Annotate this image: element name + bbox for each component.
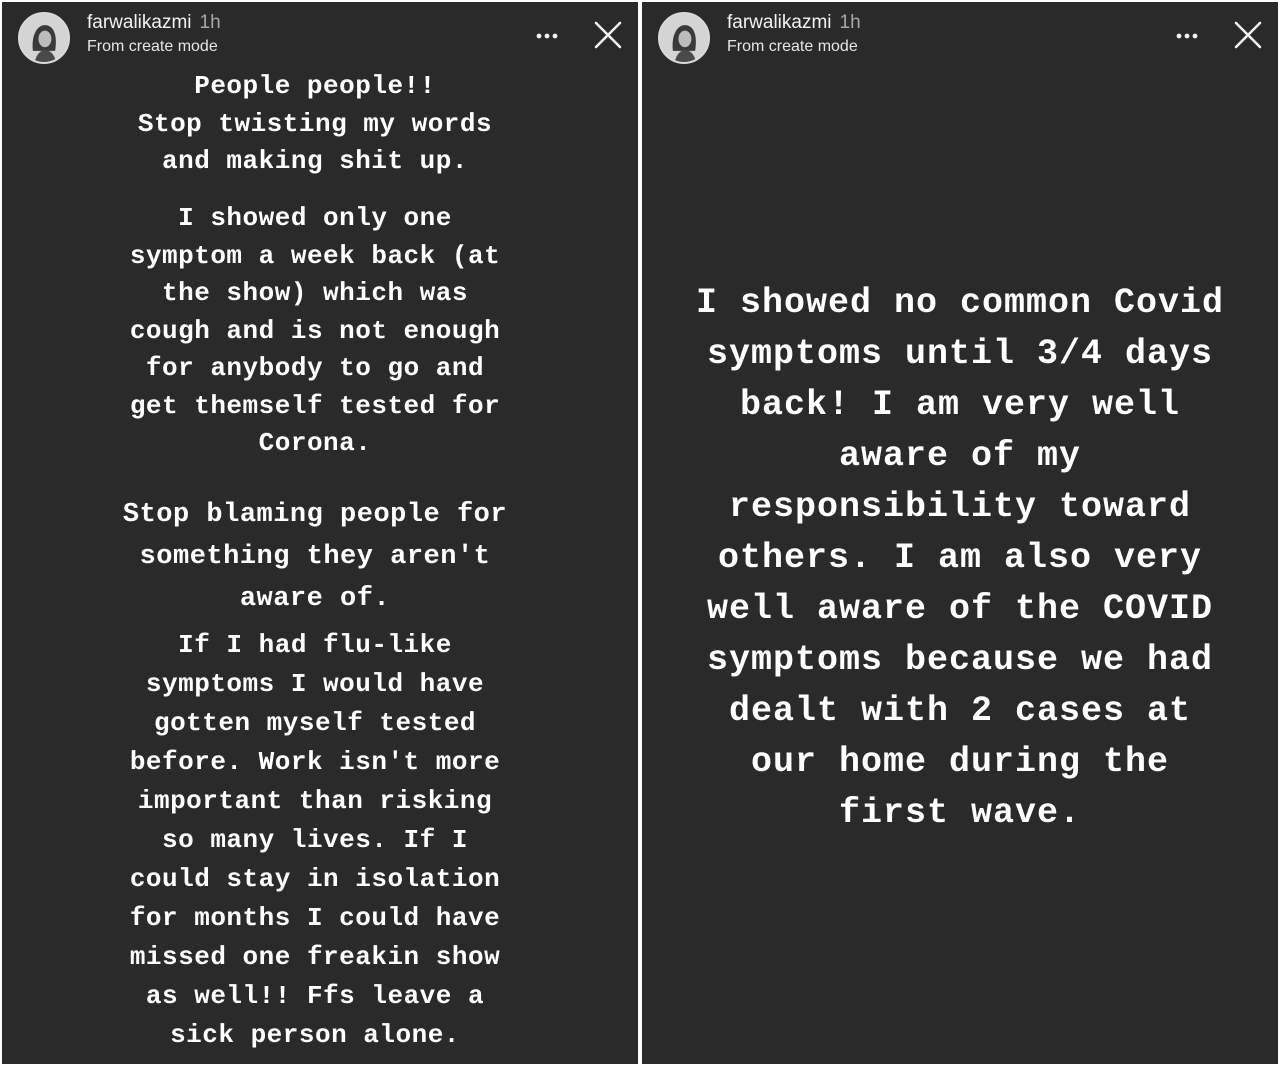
- story-subtitle: From create mode: [727, 38, 858, 55]
- story-panel-left[interactable]: [2, 2, 638, 1064]
- story-text-paragraph: I showed no common Covid symptoms until 3/4 days back! I am very well aware of my responsibility toward others. I am also very well aware of the COVID symptoms because we had dealt with 2 cases at our home during the first wave.: [695, 283, 1225, 833]
- username-row[interactable]: [87, 12, 221, 34]
- post-time: 1h: [199, 12, 221, 33]
- story-text-paragraph: I showed only one symptom a week back (at the show) which was cough and is not enough for anybody to go and get themself tested for Corona.: [129, 203, 501, 458]
- story-text-paragraph: If I had flu-like symptoms I would have gotten myself tested before. Work isn't more important than risking so many lives. If I could stay in isolation for months I could have missed one freakin show as well!! Ffs leave a sick person alone.: [129, 630, 501, 1050]
- story-header: [2, 2, 638, 72]
- username[interactable]: farwalikazmi: [87, 12, 192, 33]
- avatar-portrait-icon: [20, 14, 68, 62]
- story-subtitle: From create mode: [87, 38, 218, 55]
- avatar-portrait-icon: [660, 14, 708, 62]
- username[interactable]: farwalikazmi: [727, 12, 832, 33]
- story-text-paragraph: People people!! Stop twisting my words and making shit up.: [137, 71, 493, 176]
- story-header: [642, 2, 1278, 72]
- username-row[interactable]: [727, 12, 861, 34]
- post-time: 1h: [839, 12, 861, 33]
- close-icon[interactable]: [592, 19, 624, 51]
- more-horizontal-icon[interactable]: [1172, 20, 1202, 50]
- avatar[interactable]: [18, 12, 70, 64]
- close-icon[interactable]: [1232, 19, 1264, 51]
- more-horizontal-icon[interactable]: [532, 20, 562, 50]
- story-text-paragraph: Stop blaming people for something they aren't aware of.: [122, 500, 508, 614]
- story-panel-right[interactable]: [642, 2, 1278, 1064]
- avatar[interactable]: [658, 12, 710, 64]
